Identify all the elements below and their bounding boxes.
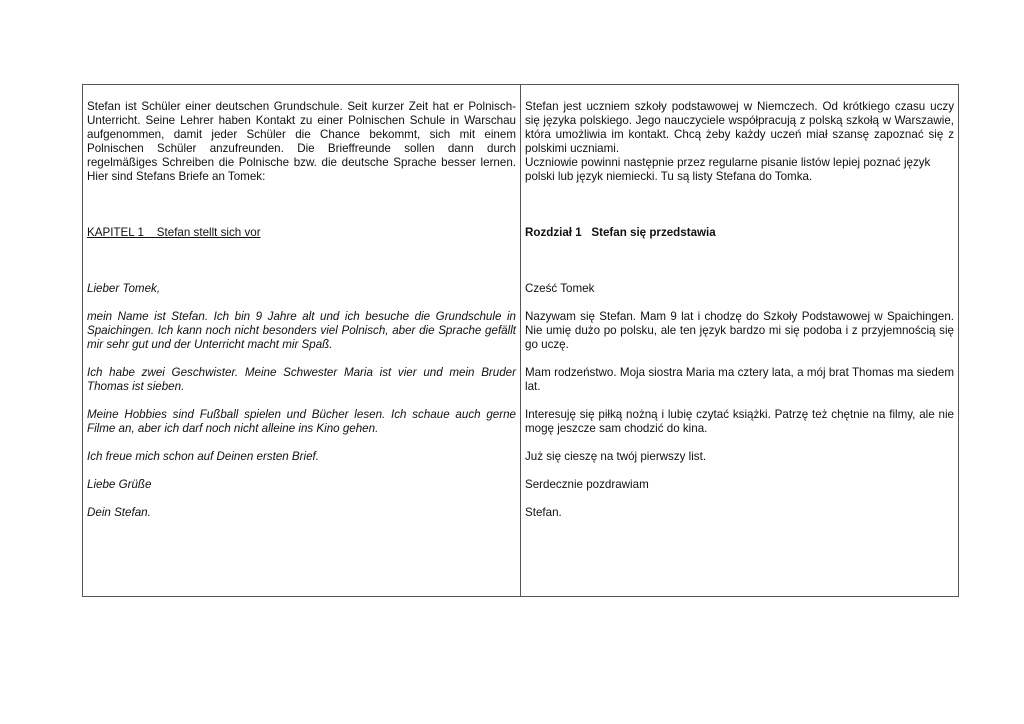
polish-intro-1: Stefan jest uczniem szkoły podstawowej w Niemczech. Od krótkiego czasu uczy się języka polskiego. Jego nauczyciele współpracują z polską szkołą w Warszawie, która umożliwia im kontakt. Chcą żeby każdy uczeń miał szansę zapoznać się z polskimi uczniami. (525, 100, 954, 155)
polish-chapter-heading: Rozdział 1 Stefan się przedstawia (525, 226, 716, 239)
polish-intro-2: Uczniowie powinni następnie przez regularne pisanie listów lepiej poznać język polski lub język niemiecki. Tu są listy Stefana do Tomka. (525, 156, 931, 183)
german-paragraph-1: mein Name ist Stefan. Ich bin 9 Jahre alt und ich besuche die Grundschule in Spaichingen. Ich kann noch nicht besonders viel Polnisch, aber die Sprache gefällt mir sehr gut und der Unterricht macht mir Spaß. (87, 310, 516, 351)
german-paragraph-4: Ich freue mich schon auf Deinen ersten Brief. (87, 450, 319, 463)
german-column (83, 85, 521, 596)
polish-greeting: Cześć Tomek (525, 282, 595, 295)
german-closing: Liebe Grüße (87, 478, 152, 491)
german-greeting: Lieber Tomek, (87, 282, 161, 295)
polish-paragraph-2: Mam rodzeństwo. Moja siostra Maria ma cztery lata, a mój brat Thomas ma siedem lat. (525, 366, 954, 393)
polish-paragraph-1: Nazywam się Stefan. Mam 9 lat i chodzę do Szkoły Podstawowej w Spaichingen. Nie umię dużo po polsku, ale ten język bardzo mi się podoba i z przyjemnością się go uczę. (525, 310, 954, 351)
polish-paragraph-4: Już się cieszę na twój pierwszy list. (525, 450, 707, 463)
polish-paragraph-3: Interesuję się piłką nożną i lubię czytać książki. Patrzę też chętnie na filmy, ale nie mogę jeszcze sam chodzić do kina. (525, 408, 954, 435)
german-paragraph-3: Meine Hobbies sind Fußball spielen und Bücher lesen. Ich schaue auch gerne Filme an, aber ich darf noch nicht alleine ins Kino gehen. (87, 408, 516, 435)
german-paragraph-2: Ich habe zwei Geschwister. Meine Schwester Maria ist vier und mein Bruder Thomas ist sieben. (87, 366, 516, 393)
german-signature: Dein Stefan. (87, 506, 151, 519)
bilingual-table (82, 84, 959, 597)
german-intro: Stefan ist Schüler einer deutschen Grundschule. Seit kurzer Zeit hat er Polnisch-Unterricht. Seine Lehrer haben Kontakt zu einer Polnischen Schule in Warschau aufgenommen, damit jeder Schüler die Chance bekommt, sich mit einem Polnischen Schüler anzufreunden. Die Brieffreunde sollen dann durch regelmäßiges Schreiben die Polnische bzw. die deutsche Sprache besser lernen. Hier sind Stefans Briefe an Tomek: (87, 100, 516, 183)
german-chapter-heading: KAPITEL 1 Stefan stellt sich vor (87, 226, 261, 239)
polish-signature: Stefan. (525, 506, 562, 519)
polish-column (521, 85, 958, 596)
polish-closing: Serdecznie pozdrawiam (525, 478, 649, 491)
